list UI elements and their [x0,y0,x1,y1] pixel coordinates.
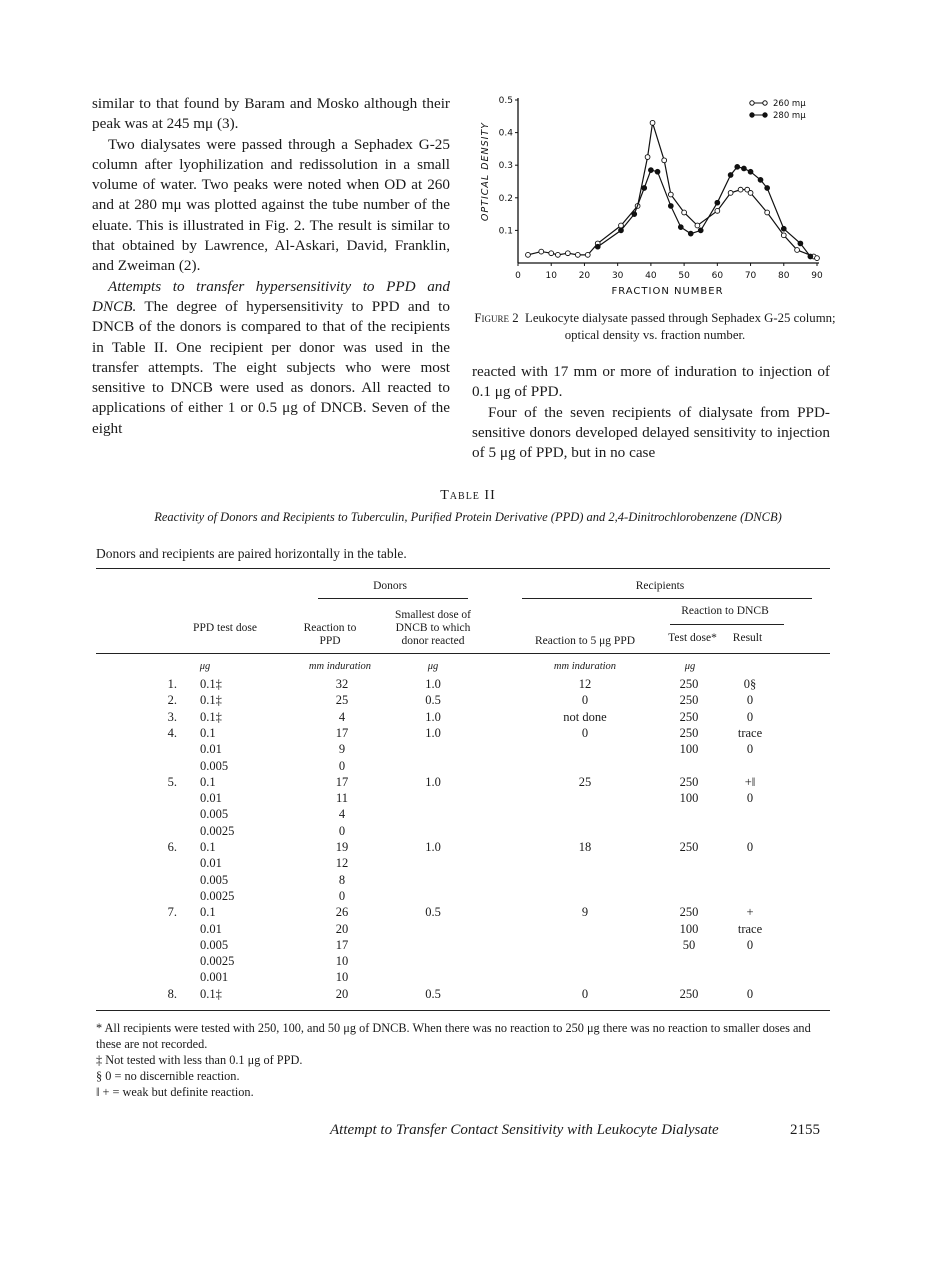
data-point [565,251,570,256]
dncb-result: trace [737,921,763,936]
reaction-to-ppd: 0 [338,823,346,838]
x-axis-label: FRACTION NUMBER [611,286,724,297]
dncb-test-dose: 250 [679,986,699,1001]
reaction-to-ppd: 26 [335,905,349,920]
ppd-test-dose: 0.01 [200,921,222,936]
data-point [795,248,800,253]
legend-marker [763,101,767,105]
reaction-to-ppd: 20 [335,986,349,1001]
smallest-dncb-dose: 0.5 [425,693,441,708]
dncb-result: 0§ [743,677,757,691]
ppd-test-dose: 0.1‡ [200,709,222,724]
ppd-test-dose: 0.005 [200,758,229,773]
x-tick-label: 0 [515,271,521,281]
data-point [695,223,700,228]
data-point [765,186,770,191]
page-number: 2155 [790,1122,820,1138]
unit: μg [684,661,696,672]
data-point [575,252,580,257]
reaction-to-ppd: 11 [335,791,349,806]
subject-number: 6. [167,840,177,854]
dncb-result: 0 [746,693,754,708]
data-point [738,187,743,192]
data-point [668,204,673,209]
x-tick-label: 10 [545,271,557,281]
subject-number: 1. [167,677,177,691]
data-point [815,256,820,261]
paragraph: similar to that found by Baram and Mosko although their peak was at 245 mμ (3). [92,95,450,133]
data-point [728,191,733,196]
left-column [92,94,450,439]
reaction-to-ppd: 4 [338,807,346,822]
recipient-ppd-reaction: 9 [581,905,589,920]
reaction-to-ppd: 20 [335,921,349,936]
recipient-ppd-reaction: not done [563,709,607,724]
ppd-test-dose: 0.1 [200,905,216,920]
reaction-to-ppd: 32 [335,677,349,691]
reaction-to-ppd: 17 [335,725,349,740]
data-point [645,155,650,160]
reaction-to-ppd: 17 [335,937,349,952]
data-point [715,200,720,205]
data-point [655,169,660,174]
ppd-test-dose: 0.1‡ [200,693,222,708]
paragraph: Two dialysates were passed through a Sephadex G-25 column after lyophilization and redissolution in a small volume of water. Two peaks were noted when OD at 260 and at 280 mμ was plotted against the tube number of the eluate. This is illustrated in Fig. 2. The result is similar to that obtained by Lawrence, Al-Askari, David, Franklin, and Zweiman (2). [92,135,450,275]
data-point [668,192,673,197]
data-point [662,158,667,163]
subject-number: 7. [167,905,177,920]
dncb-test-dose: 250 [679,709,699,724]
data-point [798,241,803,246]
data-point [555,252,560,257]
recipients-rule [522,598,812,599]
ppd-test-dose: 0.0025 [200,888,235,903]
section-heading: Attempts to transfer hypersensitivity to PPD and DNCB. [92,277,450,315]
recipient-ppd-reaction: 0 [581,725,589,740]
data-point [698,228,703,233]
footnote: ‡ Not tested with less than 0.1 μg of PPD. [96,1053,303,1067]
dncb-rule [670,624,784,625]
x-tick-label: 70 [744,271,757,281]
paragraph: reacted with 17 mm or more of induration to injection of 0.1 μg of PPD. [472,363,830,401]
reaction-to-ppd: 25 [335,693,349,708]
dncb-result: 0 [746,986,754,1001]
col-header-reaction-ppd: Reaction to PPD [303,622,357,647]
reaction-to-ppd: 10 [335,954,349,969]
subject-number: 3. [167,709,177,724]
data-point [650,120,655,125]
dncb-test-dose: 250 [679,774,699,789]
ppd-test-dose: 0.001 [200,970,229,985]
smallest-dncb-dose: 0.5 [425,905,441,920]
legend-marker [750,101,754,105]
ppd-test-dose: 0.1 [200,840,216,854]
data-point [748,169,753,174]
unit: mm induration [553,661,617,672]
data-point [682,210,687,215]
right-column [472,362,830,463]
dncb-result: trace [737,725,763,740]
y-tick-label: 0.3 [498,161,513,172]
table-title: Table II [440,488,496,503]
data-point [526,252,531,257]
donors-rule [318,598,468,599]
table-bottom-rule [96,1010,830,1011]
smallest-dncb-dose: 1.0 [425,840,441,854]
y-tick-label: 0.2 [498,193,513,204]
dncb-test-dose: 100 [679,921,699,936]
data-point [585,252,590,257]
footnote: § 0 = no discernible reaction. [96,1069,240,1083]
ppd-test-dose: 0.0025 [200,954,235,969]
data-point [715,208,720,213]
subject-number: 8. [167,986,177,1001]
dncb-result: 0 [746,709,754,724]
col-header-test-dose: Test dose* [668,632,717,644]
x-tick-label: 80 [778,271,790,281]
data-point [758,177,763,182]
dncb-test-dose: 100 [679,742,699,757]
paragraph: Four of the seven recipients of dialysate from PPD-sensitive donors developed delayed sensitivity to injection of 5 μg of PPD, but in no case [472,403,830,462]
data-point [549,251,554,256]
data-point [808,254,813,259]
ppd-test-dose: 0.01 [200,856,222,871]
data-point [632,212,637,217]
table-note: Donors and recipients are paired horizontally in the table. [96,546,407,561]
ppd-test-dose: 0.0025 [200,823,235,838]
recipient-ppd-reaction: 0 [581,693,589,708]
x-tick-label: 40 [645,271,657,281]
group-header-donors: Donors [373,580,407,592]
smallest-dncb-dose: 1.0 [425,774,441,789]
data-point [595,244,600,249]
legend-marker [750,113,754,117]
data-point [619,223,624,228]
data-point [742,166,747,171]
dncb-result: 0 [746,840,754,854]
footnote: ‖ + = weak but definite reaction. [96,1085,254,1099]
dncb-result: 0 [746,742,754,757]
legend-label: 260 mμ [773,99,806,109]
x-tick-label: 50 [678,271,690,281]
legend-marker [763,113,767,117]
figure-2-chart [470,90,840,305]
col-header-smallest-dose: Smallest dose of DNCB to which donor reacted [394,609,472,647]
dncb-result: 0 [746,937,754,952]
data-point [678,225,683,230]
y-tick-label: 0.1 [498,226,513,237]
y-tick-label: 0.5 [498,96,513,106]
data-point [648,168,653,173]
dncb-result: 0 [746,791,754,806]
smallest-dncb-dose: 1.0 [425,677,441,691]
paragraph-text: The degree of hypersensitivity to PPD and to DNCB of the donors is compared to that of the recipients in Table II. One recipient per donor was used in the transfer attempts. The eight subjects who were most sensitive to DNCB were used as donors. All reacted to applications of either 1 or 0.5 μg of DNCB. Seven of the eight [92,297,450,437]
figure-label: Figure 2 [474,311,519,325]
data-point [781,233,786,238]
dncb-test-dose: 250 [679,725,699,740]
ppd-test-dose: 0.1‡ [200,986,222,1001]
x-tick-label: 90 [811,271,823,281]
ppd-test-dose: 0.005 [200,872,229,887]
series-line-260 [528,123,817,258]
dncb-test-dose: 100 [679,791,699,806]
reaction-to-ppd: 10 [335,970,349,985]
data-point [728,173,733,178]
table-top-rule [96,568,830,569]
running-title: Attempt to Transfer Contact Sensitivity with Leukocyte Dialysate [330,1122,719,1138]
group-header-dncb: Reaction to DNCB [681,605,769,617]
unit: μg [199,661,211,672]
series-line-280 [598,167,811,257]
dncb-test-dose: 250 [679,693,699,708]
col-header-result: Result [732,632,763,644]
dncb-test-dose: 50 [682,937,696,952]
y-axis-label: OPTICAL DENSITY [480,121,491,222]
table-footnotes [96,1020,831,1100]
ppd-test-dose: 0.01 [200,742,222,757]
ppd-test-dose: 0.1 [200,774,216,789]
subject-number: 5. [167,774,177,789]
footnote: * All recipients were tested with 250, 100, and 50 μg of DNCB. When there was no reaction to 250 μg there was no reaction to smaller doses and these are not recorded. [96,1021,811,1051]
recipient-ppd-reaction: 18 [578,840,592,854]
reaction-to-ppd: 17 [335,774,349,789]
ppd-test-dose: 0.01 [200,791,222,806]
ppd-test-dose: 0.1‡ [200,677,222,691]
group-header-recipients: Recipients [635,580,685,592]
data-point [688,231,693,236]
dncb-result: + [746,905,754,920]
table-subtitle: Reactivity of Donors and Recipients to Tuberculin, Purified Protein Derivative (PPD) and 2,4-Dinitrochlorobenzene (DNCB) [154,510,782,524]
unit: μg [427,661,439,672]
col-header-ppd-dose: PPD test dose [193,622,257,634]
data-point [642,186,647,191]
x-tick-label: 60 [711,271,724,281]
data-point [539,249,544,254]
col-header-recipient-ppd: Reaction to 5 μg PPD [534,635,636,647]
ppd-test-dose: 0.1 [200,725,216,740]
reaction-to-ppd: 12 [335,856,349,871]
reaction-to-ppd: 19 [335,840,349,854]
reaction-to-ppd: 4 [338,709,346,724]
data-point [765,210,770,215]
x-tick-label: 30 [611,271,624,281]
header-rule [96,653,830,654]
legend-label: 280 mμ [773,111,806,121]
data-point [735,164,740,169]
x-tick-label: 20 [578,271,591,281]
dncb-test-dose: 250 [679,677,699,691]
ppd-test-dose: 0.005 [200,807,229,822]
dncb-test-dose: 250 [679,840,699,854]
reaction-to-ppd: 0 [338,888,346,903]
recipient-ppd-reaction: 12 [578,677,592,691]
subject-number: 2. [167,693,177,708]
reaction-to-ppd: 9 [338,742,346,757]
reaction-to-ppd: 8 [338,872,346,887]
recipient-ppd-reaction: 25 [578,774,592,789]
subject-number: 4. [167,725,177,740]
dncb-test-dose: 250 [679,905,699,920]
smallest-dncb-dose: 1.0 [425,709,441,724]
recipient-ppd-reaction: 0 [581,986,589,1001]
caption-text: Leukocyte dialysate passed through Sephadex G-25 column; optical density vs. fraction number. [525,311,836,342]
smallest-dncb-dose: 0.5 [425,986,441,1001]
data-point [619,228,624,233]
ppd-test-dose: 0.005 [200,937,229,952]
unit: mm induration [308,661,372,672]
data-point [781,226,786,231]
data-point [748,191,753,196]
smallest-dncb-dose: 1.0 [425,725,441,740]
reaction-to-ppd: 0 [338,758,346,773]
dncb-result: +‖ [744,774,756,789]
y-tick-label: 0.4 [498,128,513,139]
figure-caption [470,310,840,344]
paragraph [92,277,450,439]
